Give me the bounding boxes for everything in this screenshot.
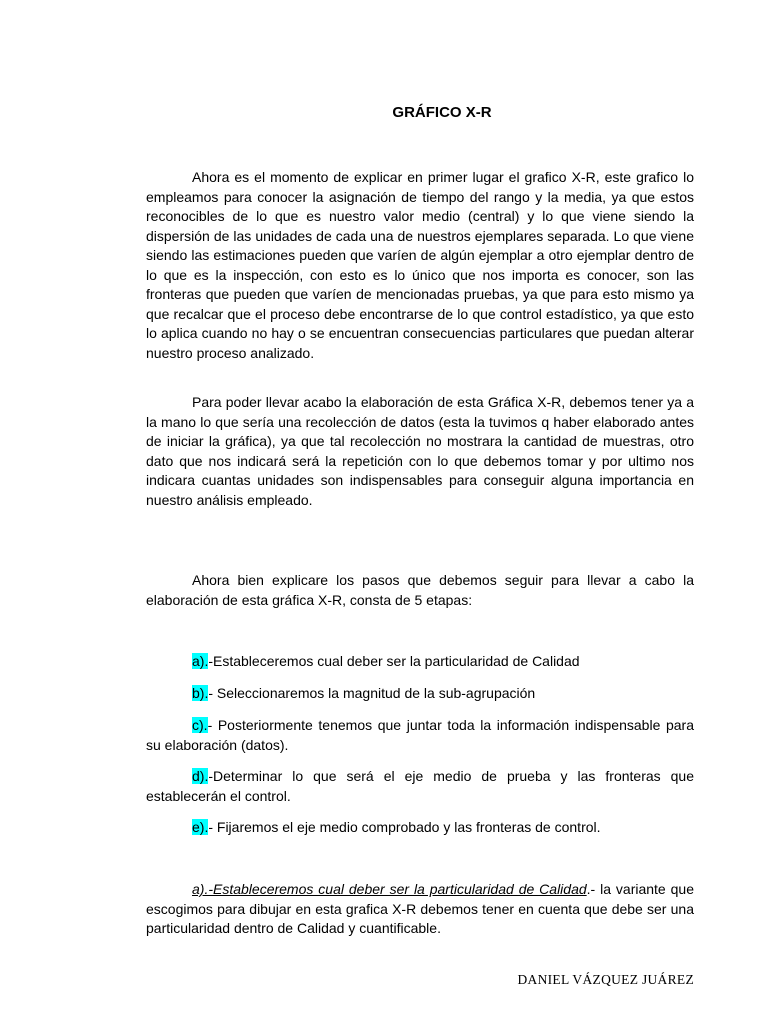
- paragraph-2: [146, 393, 694, 510]
- paragraph-text: Ahora bien explicare los pasos que debemos seguir para llevar a cabo la elaboración de esta gráfica X-R, consta de 5 etapas:: [146, 572, 694, 608]
- paragraph-text: Para poder llevar acabo la elaboración de esta Gráfica X-R, debemos tener ya a la mano lo que sería una recolección de datos (esta la tuvimos q haber elaborado antes de iniciar la gráfica), ya que tal recolección no mostrara la cantidad de muestras, otro dato que nos indicará será la repetición con lo que debemos tomar y por ultimo nos indicara cuantas unidades son indispensables para conseguir alguna importancia en nuestro análisis empleado.: [146, 394, 694, 508]
- detail-heading: a).-Estableceremos cual deber ser la particularidad de Calidad: [192, 881, 587, 897]
- paragraph-3: [146, 571, 694, 610]
- document-title: GRÁFICO X-R: [392, 104, 492, 121]
- step-marker-highlight: c).: [192, 717, 208, 733]
- step-item-b: [146, 684, 694, 704]
- step-text: - Seleccionaremos la magnitud de la sub-agrupación: [208, 685, 536, 701]
- step-text: -Determinar lo que será el eje medio de prueba y las fronteras que establecerán el control.: [146, 768, 694, 804]
- step-marker-highlight: b).: [192, 685, 209, 701]
- detail-text: .- la variante que escogimos para dibujar en esta grafica X-R debemos tener en cuenta que debe ser una particularidad dentro de Calidad y cuantificable.: [146, 881, 694, 936]
- paragraph-1: [146, 168, 694, 363]
- detail-paragraph: [146, 880, 694, 939]
- footer-author: DANIEL VÁZQUEZ JUÁREZ: [517, 972, 694, 987]
- step-marker-highlight: e).: [192, 819, 209, 835]
- step-text: -Estableceremos cual deber ser la particularidad de Calidad: [208, 653, 580, 669]
- step-item-d: [146, 767, 694, 806]
- step-text: - Posteriormente tenemos que juntar toda la información indispensable para su elaboración (datos).: [146, 717, 694, 753]
- step-item-c: [146, 716, 694, 755]
- step-text: - Fijaremos el eje medio comprobado y las fronteras de control.: [208, 819, 601, 835]
- step-item-a: [146, 652, 694, 672]
- step-marker-highlight: d).: [192, 768, 209, 784]
- step-marker-highlight: a).: [192, 653, 209, 669]
- step-item-e: [146, 818, 694, 838]
- paragraph-text: Ahora es el momento de explicar en primer lugar el grafico X-R, este grafico lo empleamos para conocer la asignación de tiempo del rango y la media, ya que estos reconocibles de lo que es nuestro valor medio (central) y lo que viene siendo la dispersión de las unidades de cada una de nuestros ejemplares separada. Lo que viene siendo las estimaciones pueden que varíen de algún ejemplar a otro ejemplar dentro de lo que es la inspección, con esto es lo único que nos importa es conocer, son las fronteras que pueden que varíen de mencionadas pruebas, ya que para esto mismo ya que recalcar que el proceso debe encontrarse de lo que control estadístico, ya que esto lo aplica cuando no hay o se encuentran consecuencias particulares que puedan alterar nuestro proceso analizado.: [146, 169, 694, 361]
